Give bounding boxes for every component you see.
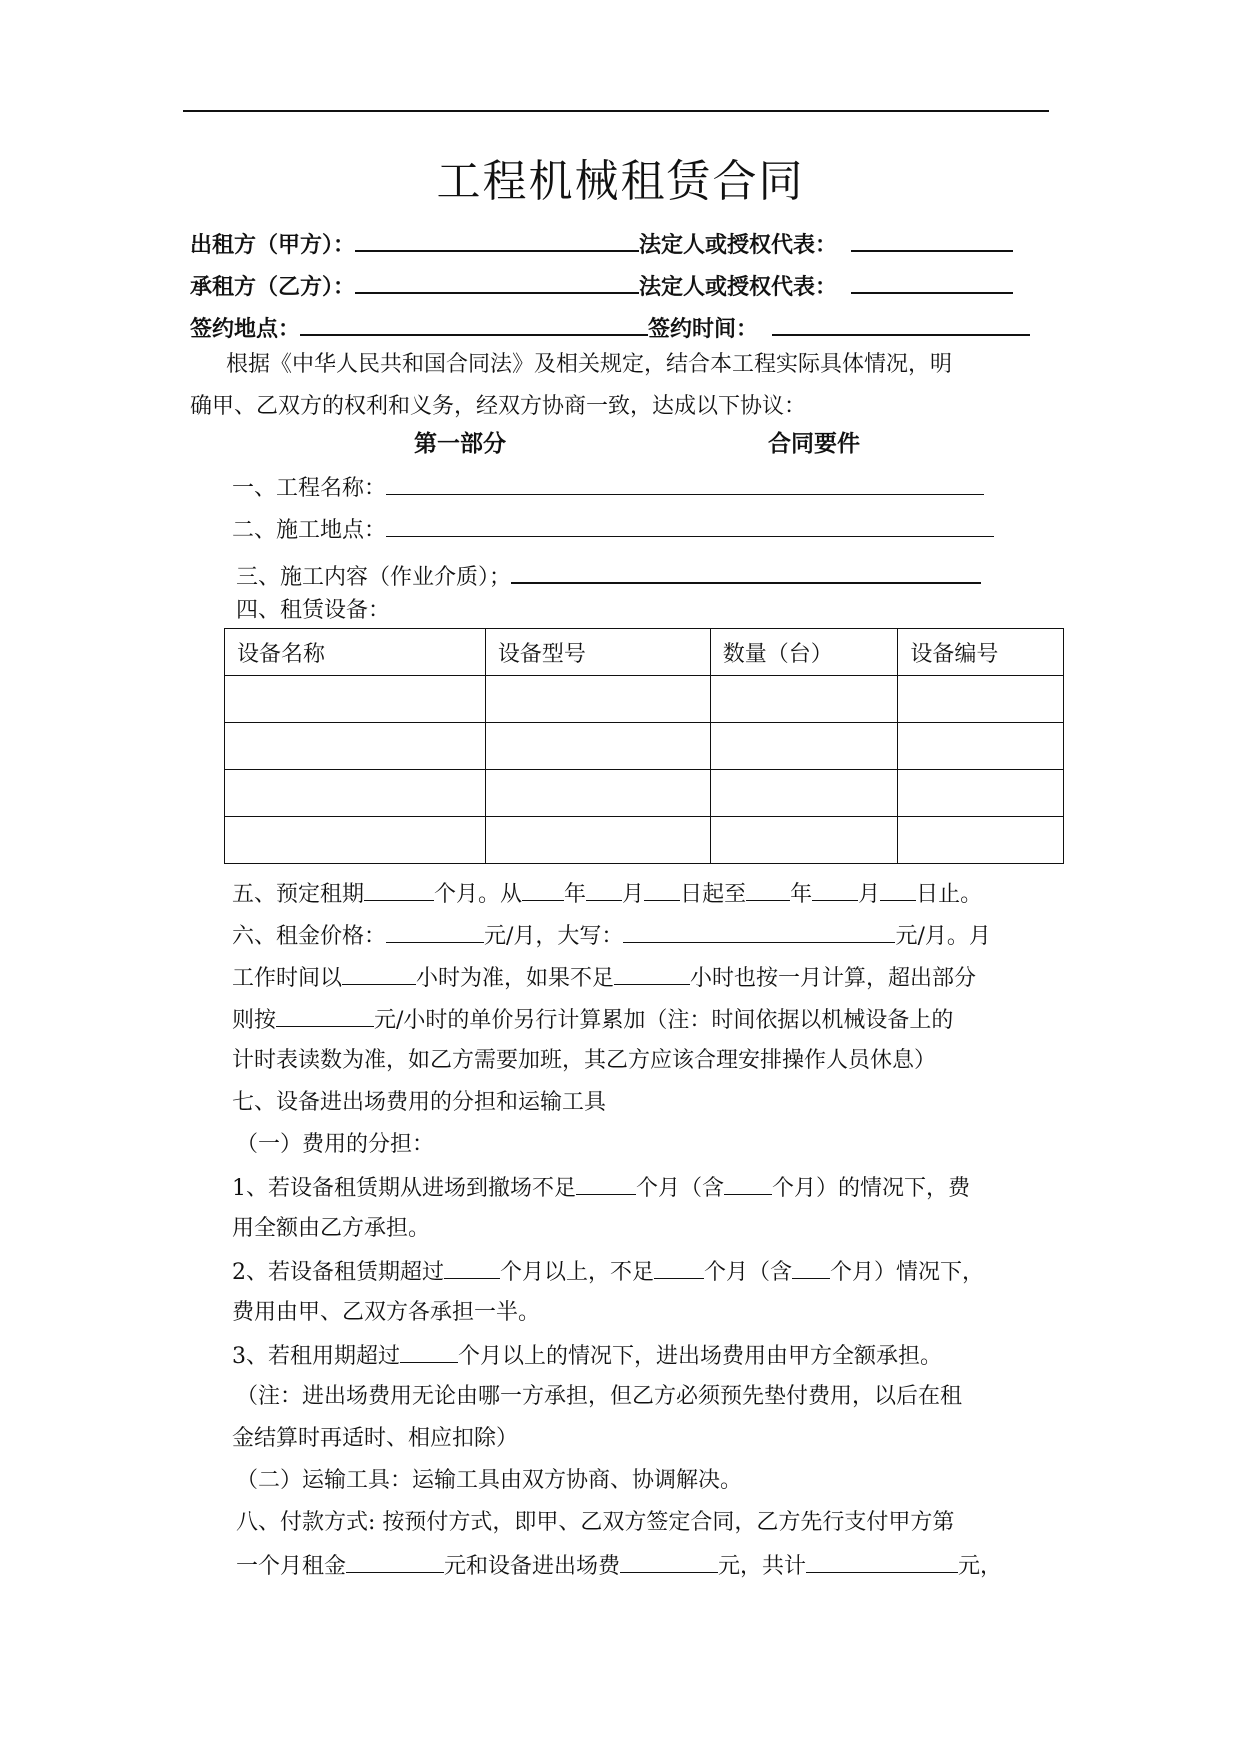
table-cell[interactable] [898,676,1064,723]
part1-right-heading: 合同要件 [768,431,860,457]
lessee-field[interactable] [355,266,639,294]
sec7-note-line1: （注：进出场费用无论由哪一方承担，但乙方必须预先垫付费用，以后在租 [236,1384,963,1409]
rent-amount-field[interactable] [386,920,484,943]
item-content [236,556,981,593]
table-cell[interactable] [225,723,486,770]
sec7-item2-text-c: 个月（含 [704,1260,793,1285]
header-row-lessor [190,224,1013,262]
table-cell[interactable] [710,817,898,864]
table-cell[interactable] [225,770,486,817]
header-equipment-number: 设备编号 [898,629,1064,676]
sec8-text-c: 元，共计 [718,1554,807,1579]
site-field[interactable] [386,514,994,537]
site-label: 二、施工地点： [232,518,387,543]
content-field[interactable] [511,556,981,584]
term-text-until: 日起至 [680,882,747,907]
term-end-month-text: 月 [858,882,881,907]
table-cell[interactable] [485,817,710,864]
intro-line-2: 确甲、乙双方的权利和义务，经双方协商一致，达成以下协议： [190,394,807,419]
table-cell[interactable] [225,817,486,864]
rent-rate-text: 则按 [232,1008,277,1033]
hourly-rate-field[interactable] [276,1004,374,1027]
project-name-label: 一、工程名称： [232,476,387,501]
table-cell[interactable] [898,723,1064,770]
sec7-item2-months-field[interactable] [444,1256,500,1279]
start-day-field[interactable] [644,878,680,901]
table-row [225,817,1064,864]
item-rent-line-2 [232,962,976,994]
sec7-item2-text-b: 个月以上，不足 [500,1260,655,1285]
sec8-text-b: 元和设备进出场费 [444,1554,621,1579]
header-row-lessee [190,266,1013,304]
rent-label: 六、租金价格： [232,924,387,949]
sec7-item1-text-b: 个月（含 [636,1176,725,1201]
lessee-label: 承租方（乙方）： [190,275,356,300]
transport-fee-field[interactable] [620,1550,718,1573]
item-site [232,514,994,546]
rent-rate-note: 元/小时的单价另行计算累加（注：时间依据以机械设备上的 [374,1008,954,1033]
sec7-item3-text-b: 个月以上的情况下，进出场费用由甲方全额承担。 [458,1344,943,1369]
sec7-item3 [232,1340,942,1372]
lessor-label: 出租方（甲方）： [190,233,356,258]
table-cell[interactable] [898,770,1064,817]
lessor-rep-field[interactable] [851,224,1013,252]
table-row [225,676,1064,723]
sec8-line1: 八、付款方式: 按预付方式，即甲、乙双方签定合同，乙方先行支付甲方第 [236,1510,955,1535]
table-cell[interactable] [710,770,898,817]
table-cell[interactable] [485,770,710,817]
sec7-item1-text-a: 1、若设备租赁期从进场到撤场不足 [232,1176,576,1201]
sec7-item3-text-a: 3、若租用期超过 [232,1344,400,1369]
table-row [225,723,1064,770]
term-text-from: 个月。从 [434,882,523,907]
top-rule [183,110,1049,112]
sec7-item2-text-a: 2、若设备租赁期超过 [232,1260,444,1285]
sec7-item2-max-field[interactable] [654,1256,704,1279]
sec7-note-line2: 金结算时再适时、相应扣除） [232,1426,519,1451]
sec7-item3-months-field[interactable] [400,1340,458,1363]
sec7-item1-months-field[interactable] [576,1172,636,1195]
header-row-place [190,308,1030,346]
minimum-hours-field[interactable] [614,962,690,985]
part1-left-heading: 第一部分 [414,431,506,457]
term-months-field[interactable] [364,878,434,901]
table-cell[interactable] [898,817,1064,864]
table-row [225,770,1064,817]
time-label: 签约时间： [648,317,759,342]
header-equipment-name: 设备名称 [225,629,486,676]
item-rent-line-4: 计时表读数为准，如乙方需要加班，其乙方应该合理安排操作人员休息） [232,1048,937,1073]
sec7-item1-incl-field[interactable] [724,1172,772,1195]
term-end-year-text: 年 [790,882,813,907]
end-year-field[interactable] [746,878,790,901]
sec7-item2-incl-field[interactable] [792,1256,830,1279]
item-rent-line-3 [232,1004,953,1036]
term-year-text: 年 [564,882,587,907]
time-field[interactable] [772,308,1030,336]
term-end-text: 日止。 [916,882,983,907]
sec7-item2-text-d: 个月）情况下， [830,1260,985,1285]
sec8-line2 [236,1550,1002,1582]
rent-hours-text: 工作时间以 [232,966,343,991]
rent-shortfall-text: 小时为准，如果不足 [416,966,615,991]
sec7-sub1: （一）费用的分担： [236,1132,435,1157]
place-label: 签约地点： [190,317,301,342]
sec8-text-a: 一个月租金 [236,1554,347,1579]
place-field[interactable] [300,308,648,336]
item-term [232,878,982,910]
table-header-row [225,629,1064,676]
start-month-field[interactable] [586,878,622,901]
rent-capital-field[interactable] [623,920,895,943]
end-day-field[interactable] [880,878,916,901]
sec7-item1-line1 [232,1172,970,1204]
lessee-rep-field[interactable] [851,266,1013,294]
sec8-text-d: 元， [958,1554,1003,1579]
total-amount-field[interactable] [806,1550,958,1573]
header-equipment-model: 设备型号 [485,629,710,676]
table-cell[interactable] [710,676,898,723]
table-cell[interactable] [710,723,898,770]
first-month-rent-field[interactable] [346,1550,444,1573]
rent-excess-text: 小时也按一月计算，超出部分 [690,966,977,991]
sec7-item1-line2: 用全额由乙方承担。 [232,1216,431,1241]
sec7-item2-line1 [232,1256,984,1288]
table-cell[interactable] [485,723,710,770]
item-project-name [232,472,984,504]
document-title: 工程机械租赁合同 [436,156,805,207]
intro-line-1: 根据《中华人民共和国合同法》及相关规定，结合本工程实际具体情况，明 [226,352,953,377]
content-label: 三、施工内容（作业介质）； [236,565,512,590]
item-rent-line-1 [232,920,991,952]
lessee-rep-label: 法定人或授权代表： [639,275,838,300]
start-year-field[interactable] [522,878,564,901]
sec7-item1-text-c: 个月）的情况下，费 [772,1176,971,1201]
project-name-field[interactable] [386,472,984,495]
table-cell[interactable] [225,676,486,723]
term-label: 五、预定租期 [232,882,365,907]
end-month-field[interactable] [812,878,858,901]
rent-text-month: 元/月。月 [895,924,991,949]
header-quantity: 数量（台） [710,629,898,676]
lessor-field[interactable] [355,224,639,252]
sec7-sub2: （二）运输工具：运输工具由双方协商、协调解决。 [236,1468,743,1493]
equipment-table [224,628,1064,864]
term-month-text: 月 [622,882,645,907]
standard-hours-field[interactable] [342,962,416,985]
item-equipment: 四、租赁设备： [236,598,391,623]
table-cell[interactable] [485,676,710,723]
lessor-rep-label: 法定人或授权代表： [639,233,838,258]
sec7-item2-line2: 费用由甲、乙双方各承担一半。 [232,1300,541,1325]
sec7-title: 七、设备进出场费用的分担和运输工具 [232,1090,607,1115]
rent-text-capital: 元/月，大写： [484,924,624,949]
